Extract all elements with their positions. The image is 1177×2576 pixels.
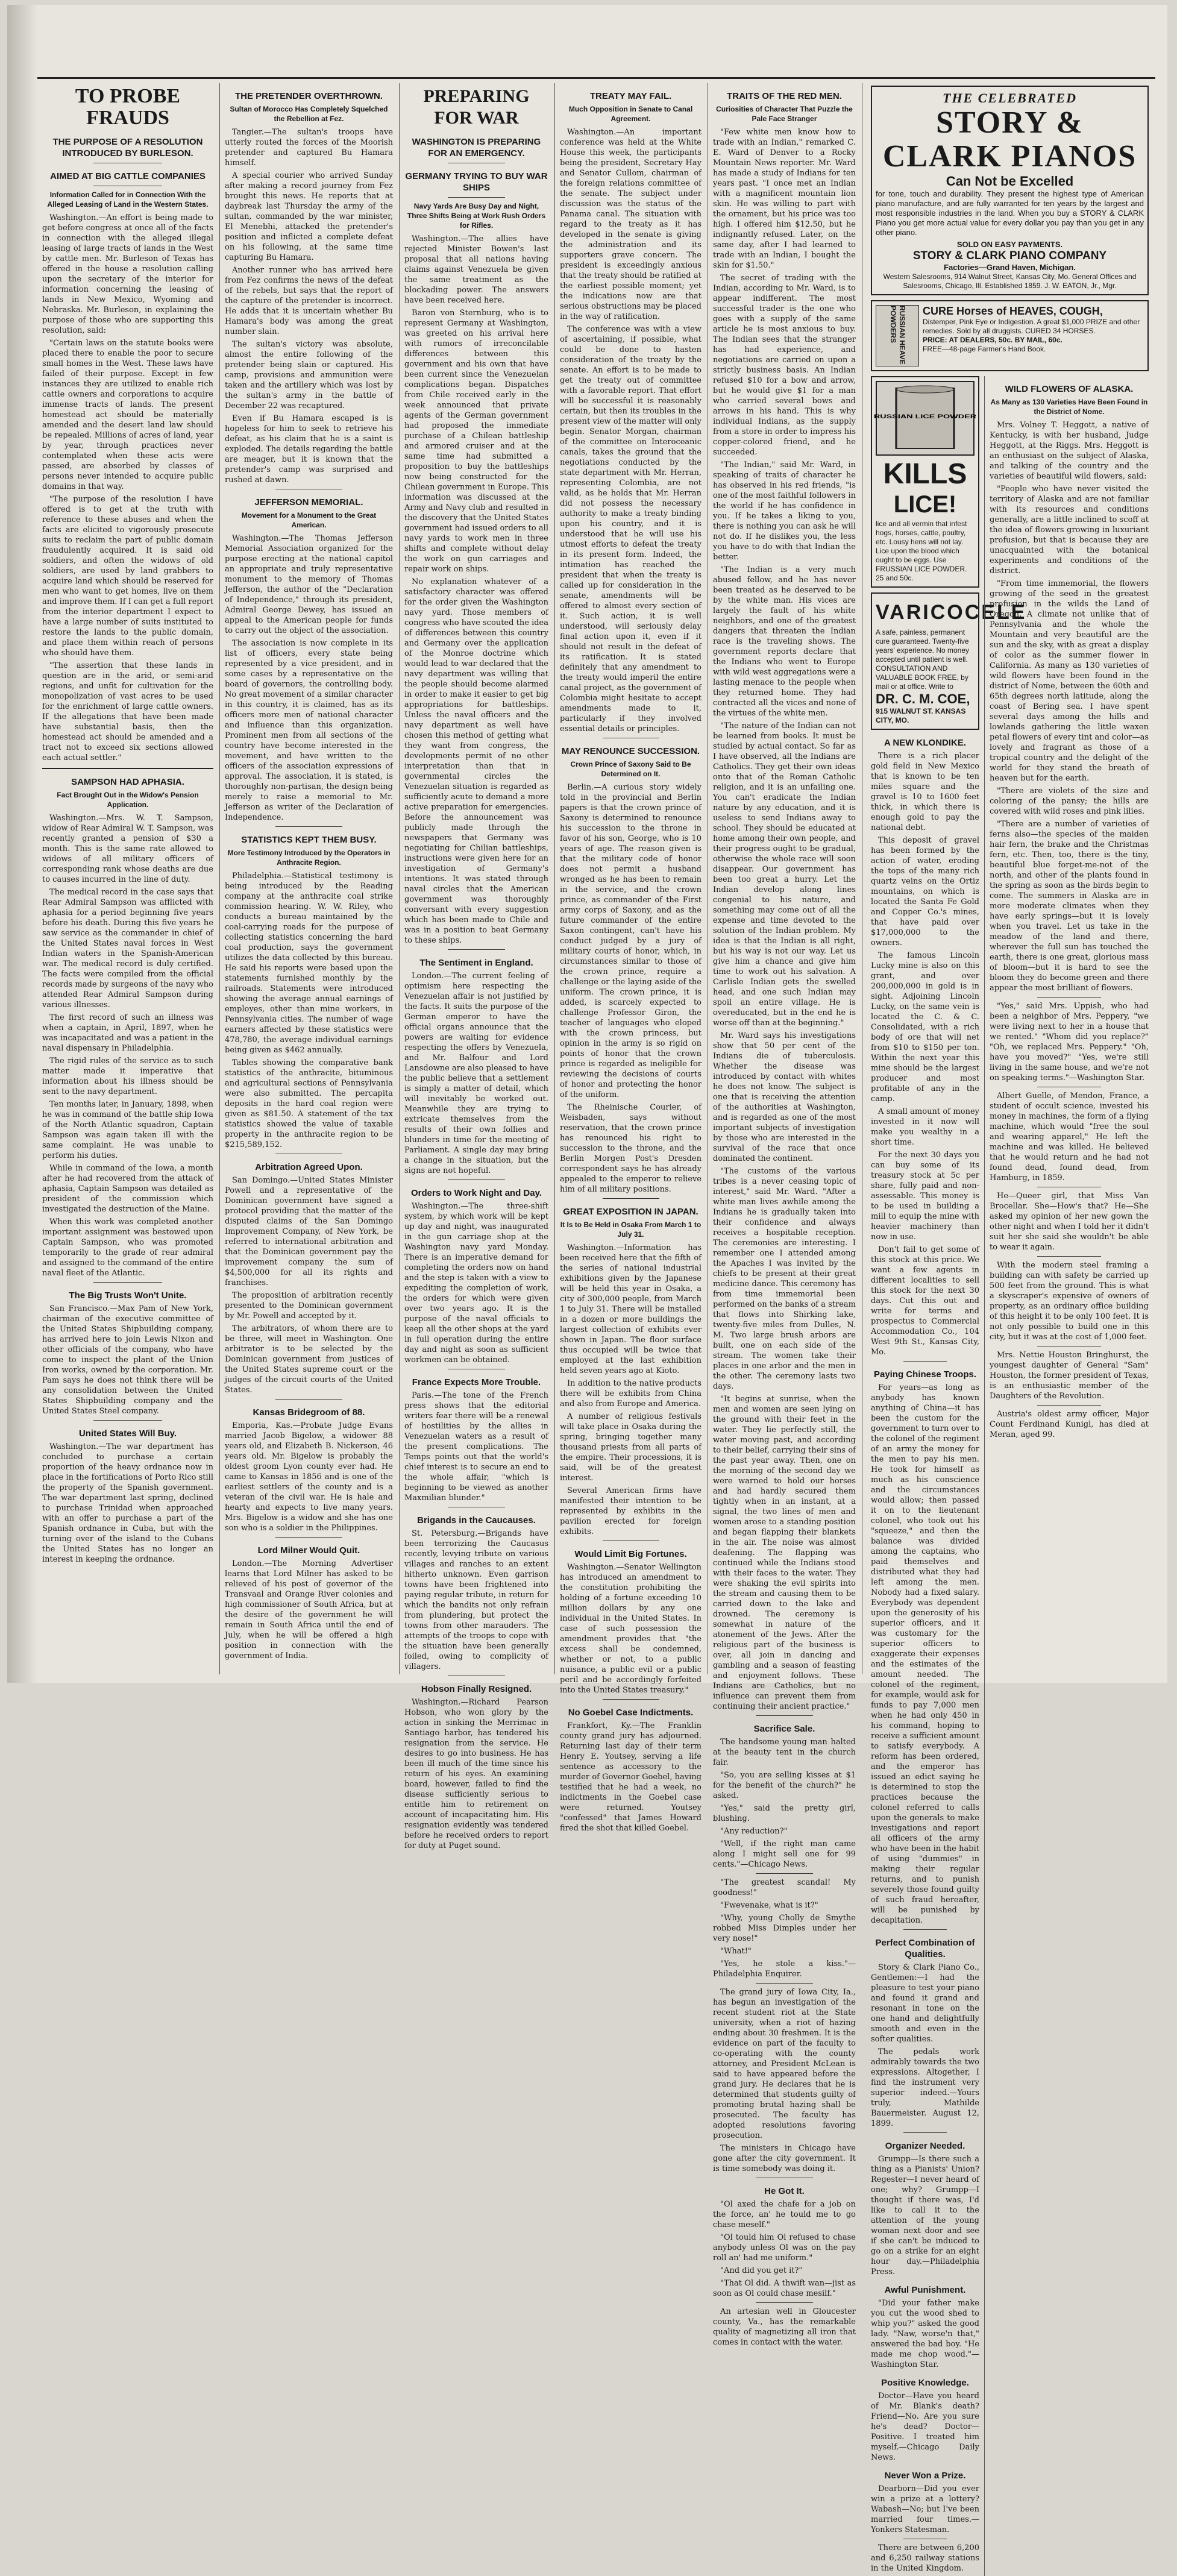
paragraph: The famous Lincoln Lucky mine is also on this grant, and over 200,000,000 in gold is in sight. Adjoining Lincoln Lucky, on the same vein is located the C. & C. Consolidated, with a rich body of ore that will net from $10 to $150 per ton. Within the next year this mine should be the largest producer and most profitable of any in the camp. (871, 951, 979, 1104)
headline-treaty-may-fail: TREATY MAY FAIL. (589, 91, 672, 101)
paragraph: Doctor—Have you heard of Mr. Blank's death? Friend—No. Are you sure he's dead? Doctor—Positive. I treated him myself.—Chicago Daily News. (871, 2392, 979, 2462)
paragraph: The sultan's victory was absolute, almost the entire following of the pretender being slain or captured. His camp, provisions and ammunition were taken and the artillery which was lost by the sultan's army in the battle of December 22 was recaptured. (225, 340, 393, 410)
headline-new-klondike: A NEW KLONDIKE. (884, 738, 967, 748)
paragraph: "Yes," said Mrs. Uppish, who had been a neighbor of Mrs. Peppery, "we were living next to her in a house that we rented." "Whom did you replace?" "Oh, we replaced Mrs. Peppery." "Oh, have you moved?" "Yes, we're still living in the same house, and we're not on speaking terms."—Washington Star. (990, 1002, 1149, 1082)
paragraph: This deposit of gravel has been formed by the action of water, eroding the tops of the many rich quartz veins on the Ortiz mountains, on which is located the Santa Fe Gold and Copper Co.'s mines, that have paid over $17,000,000 to the owners. (871, 836, 979, 947)
paragraph: St. Petersburg.—Brigands have been terrorizing the Caucasus recently, levying tribute on various villages and ranches to an extent hitherto unknown. Even garrison towns have been frightened into paying regular tribute, in return for which the bandits not only refrain from plundering, but protect the towns from other marauders. The attempts of the troops to cope with the situation have been generally foiled, owing to complicity of villagers. (404, 1529, 548, 1671)
page-fold-shadow (7, 5, 37, 1683)
paragraph: For the next 30 days you can buy some of its treasury stock at 5c per share, fully paid and non-assessable. This money is to be used in building a mill to equip the mine with heavier machinery than now in use. (871, 1151, 979, 1242)
headline-chinese-troops: Paying Chinese Troops. (873, 1369, 977, 1380)
paragraph: "The assertion that these lands in question are in the arid, or semi-arid regions, and unfit for cultivation for the monopolization of vast acres to be used for the enrichment of large cattle owners. If the allegations that have been made have substantial basis, then the homestead act should be amended and a tract not to exceed six sections allowed each actual settler." (42, 661, 213, 762)
paragraph: Washington.—The allies have rejected Minister Bowen's last proposal that all nations having claims against Venezuela be given the same treatment as the blockading power. The answers have been received here. (404, 234, 548, 305)
paragraph: "Certain laws on the statute books were placed there to enable the poor to secure small homes in the West. These laws have failed of their purpose. Except in few instances they are utilized to enable rich cattle owners and corporations to acquire immense tracts of lands. The present homestead act should be materially amended and the desert land law should be repealed. Millions of acres of land, year by year, through practices never contemplated when these acts were passed, are absorbed by classes of persons never intended to acquire public domains in that way. (42, 339, 213, 491)
deck: Much Opposition in Senate to Canal Agreement. (568, 105, 693, 123)
paragraph: The ministers in Chicago have gone after the city government. It is time somebody was doing it. (713, 2144, 856, 2173)
paragraph: The proposition of arbitration recently presented to the Dominican government by Mr. Powell and accepted by it. (225, 1291, 393, 1321)
paragraph: Even if Bu Hamara escaped is is hopeless for him to seek to retrieve his defeat, as his claim that he is a saint is exploded. The details regarding the battle are meager, but it is known that the pretender's camp was surprised and rushed at dawn. (225, 414, 393, 485)
paragraph: Berlin.—A curious story widely told in the provincial and Berlin papers is that the crown prince of Saxony is determined to renounce his succession to the throne in favor of his son, George, who is 10 years of age. The reason given is that the military code of honor does not permit a husband wronged as he has been to remain in the service, and the crown prince, as commander of the First army corps of Saxony, and as the future commander of the entire Saxon contingent, can't have his conduct judged by a jury of military courts of honor, which, in circumstances similar to those of the crown prince, require a challenge or the laying aside of the uniform. The crown prince, it is added, is scarcely expected to challenge Professor Giron, the teacher of languages who eloped with the crown princess, but opinion in the army is so rigid on points of honor that the crown prince is regarded as ineligible for reviewing the decisions of courts of honor and protecting the honor of the uniform. (560, 783, 701, 1099)
paragraph: The rigid rules of the service as to such matter made it imperative that information about his illness should be sent to the navy department. (42, 1057, 213, 1096)
paragraph: Baron von Sternburg, who is to represent Germany at Washington, was greeted on his arrival here with rumors of irreconcilable differences between this government and his own that have been current since the Venezuelan complications began. Dispatches from Chile received early in the week announced that private agents of the German government had proposed the immediate purchase of a Chilean battleship and armored cruiser and at the same time had submitted a proposition to buy the battleships now being constructed for the Chilean government in Europe. This information was discussed at the Army and Navy club and resulted in the discovery that the United States government had issued orders to all navy yards to work men in three shifts and complete without delay the work on gun carriages and repair work on ships. (404, 309, 548, 574)
ad-heaves-price: PRICE: AT DEALERS, 50c. BY MAIL, 60c. (923, 336, 1062, 344)
divider (93, 1282, 162, 1283)
paragraph: Tangier.—The sultan's troops have utterly routed the forces of the Moorish pretender and captured Bu Hamara himself. (225, 128, 393, 168)
paragraph: "So, you are selling kisses at $1 for the benefit of the church?" he asked. (713, 1771, 856, 1800)
ad-doctor-name: DR. C. M. COE, (876, 691, 970, 706)
ad-lice-title: LICE! (893, 491, 957, 518)
divider (756, 1983, 813, 1984)
paragraph: The pedals work admirably towards the two expressions. Altogether, I find the instrument very superior indeed.—Yours truly, Mathilde Bauermeister. August 12, 1899. (871, 2047, 979, 2128)
paragraph: A small amount of money invested in it now will make you wealthy in a short time. (871, 1107, 979, 1147)
paragraph: San Domingo.—United States Minister Powell and a representative of the Dominican government have signed a protocol providing that the matter of the disputed claims of the San Domingo Improvement Company, of New York, be referred to international arbitration and that the Dominican government pay the improvement company the sum of $4,500,000 for all its rights and franchises. (225, 1176, 393, 1287)
column-4 (554, 83, 706, 1833)
lice-box-label: RUSSIAN LICE POWDER (873, 413, 977, 420)
subhead: GERMANY TRYING TO BUY WAR SHIPS (405, 171, 548, 193)
paragraph: There are between 6,200 and 6,250 railway stations in the United Kingdom. (871, 2543, 979, 2573)
divider (756, 1873, 813, 1874)
paragraph: No explanation whatever of a satisfactory character was offered for the order given the Washington navy yard. Those members of congress who have scouted the idea of differences between this country and Germany over the application of the Monroe doctrine which would lead to war declared that the navy department was willing that the people should become alarmed in order to make it easier to get big appropriations for battleships. Unless the naval officers and the navy department as well have chosen this method of getting what they want from congress, the developments permit of no other interpretation than that in governmental circles the Venezuelan situation is regarded as sufficiently acute to demand a more active preparation for emergencies. Before the announcement was publicly made through the newspapers that Germany was negotiating for Chilian battleships, instructions were given here for an investigation of Germany's intentions. It was stated through naval circles that the American government was thoroughly conversant with every suggestion which has been made to Chile and was in a position to beat Germany to these ships. (404, 577, 548, 945)
subhead: AIMED AT BIG CATTLE COMPANIES (50, 171, 206, 181)
headline-positive-knowledge: Positive Knowledge. (881, 2378, 969, 2388)
deck: As Many as 130 Varieties Have Been Found in the District of Nome. (990, 398, 1148, 416)
deck: More Testimony Introduced by the Operators in Anthracite Region. (227, 849, 391, 867)
paragraph: Washington.—The three-shift system, by which work will be kept up day and night, was inaugurated in the gun carriage shop at the Washington navy yard Monday. There is an imperative demand for completing the orders now on hand and the step is taken with a view to expediting the completion of work, the orders for which were given over two years ago. It is the purpose of the naval officials to keep all the other shops at the yard in full operation during the entire day and night as soon as sufficient workmen can be obtained. (404, 1202, 548, 1365)
ad-company: STORY & CLARK PIANO COMPANY (912, 250, 1107, 262)
headline-organizer-needed: Organizer Needed. (885, 2141, 965, 2151)
ad-body: for tone, touch and durability. They present the highest type of American piano manufacture, and are fully warranted for ten years by the largest and most responsible industries in the land. When you buy a STORY & CLARK Piano you get more actual value for every dollar you pay than you get in any other piano. (876, 189, 1144, 237)
paragraph: "Ol axed the chafe for a job on the force, an' he tould me to go chase meself." (713, 2200, 856, 2229)
paragraph: Don't fail to get some of this stock at this price. We want a few agents in different localities to sell this stock for the next 30 days. Cut this out and write for terms and prospectus to Commercial Accommodation Co., 104 West 9th St., Kansas City, Mo. (871, 1245, 979, 1357)
paragraph: The secret of trading with the Indian, according to Mr. Ward, is to appear indifferent. The most successful trader is the one who goes with a supply of the same article he is most anxious to buy. The Indian sees that the stranger has had experience, and negotiations are carried on upon a strictly business basis. An Indian refused $10 for a bow and arrow, but he would give $1 for a man who carried several bows and arrows in his hand. This is why individual Indians, as the supply from a store in order to impress his copper-colored friend, and he succeeded. (713, 274, 856, 457)
paragraph: He—Queer girl, that Miss Van Brocellar. She—How's that? He—She asked my opinion of her new gown the other night and when I told her it didn't suit her she said she wouldn't be able to wear it again. (990, 1192, 1149, 1252)
paragraph: "The nature of the Indian can not be learned from books. It must be studied by actual contact. So far as I have observed, all the Indians are Catholics. They get their own ideas onto that of the Roman Catholic religion, and it is an unfailing one. You can't eradicate the Indian nature by any education, and it is useless to send Indians away to school. They should be educated at home among their own people, and their progress ought to be gradual, otherwise the whole race will soon disappear. Our government has been too great a hurry. Let the Indian develop along lines congenial to his nature, and something may come out of all the expense and time devoted to the solution of the Indian problem. My idea is that the Indian is all right, but his way is not our way. Let us give him a chance and give him time to work out his salvation. A Carlisle Indian gets the swelled head, and one such Indian may spoil an entire village. He is overeducated, but in the end he is worse off than at the beginning." (713, 721, 856, 1028)
headline-awful-punishment: Awful Punishment. (884, 2285, 966, 2295)
divider (1037, 1256, 1101, 1257)
deck: Movement for a Monument to the Great American. (241, 511, 377, 529)
paragraph: Philadelphia.—Statistical testimony is being introduced by the Reading company at the anthracite coal strike commission hearing. W. W. Riley, who conducts a bureau maintained by the coal-carrying roads for the purpose of collecting statistics concerning the hard coal production, says the government utilizes the data collected by this bureau. He said his reports were based upon the statements furnished monthly by the railroads. Statements were introduced showing the average annual earnings of employes, other than mine workers, in Pennsylvania cities. The number of wage earners affected by these statistics were 478,780, the average individual earnings being given as $462 annually. (225, 872, 393, 1055)
powder-box-label: RUSSIAN HEAVE POWDERS (889, 306, 906, 365)
divider (756, 2302, 813, 2303)
headline-big-trusts: The Big Trusts Won't Unite. (69, 1290, 187, 1301)
ad-easy-payments: SOLD ON EASY PAYMENTS. (956, 240, 1063, 249)
paragraph: Mr. Ward says his investigations show that 50 per cent of the Indians die of tuberculosis. Whether the disease was introduced by contact with whites he does not know. The subject is one that is receiving the attention of the authorities at Washington, and is regarded as one of the most important subjects of investigation by those who are interested in the survival of the race that once dominated the continent. (713, 1031, 856, 1163)
headline-sentiment-england: The Sentiment in England. (419, 958, 533, 968)
paragraph: "The Indian is a very much abused fellow, and he has never been treated as he deserved to be by the white man. His vices are largely the fault of his white neighbors, and one of the greatest dangers that threaten the Indian race is the traveling shows. The government reports declare that the Indians who went to Europe with wild west aggregations were a lasting menace to the people when they returned home. They had contracted all the vices and none of the virtues of the white men. (713, 565, 856, 718)
paragraph: "The purpose of the resolution I have offered is to get at the truth with reference to these abuses and when the facts are elicited to vigorously prosecute suits to reclaim the part of public domain fraudulently acquired. It is said old soldiers, and often the widows of old soldiers, are used by land grabbers to acquire land which should be reserved for men who want to get homes, live on them and improve them. If I can get a full report from the interior department I expect to have a large number of suits instituted to restore the lands to the public domain, and place them within reach of persons who should have them. (42, 495, 213, 658)
paragraph: Another runner who has arrived here from Fez confirms the news of the defeat of the rebels, but says that the report of the capture of the pretender is incorrect. He adds that it is uncertain whether Bu Hamara's body was among the great number slain. (225, 266, 393, 336)
paragraph: Washington.—An effort is being made to get before congress at once all of the facts in connection with the alleged illegal leasing of large tracts of lands in the West by cattle men. Mr. Burleson of Texas has offered in the house a resolution calling upon the secretary of the interior for information concerning the leasing of lands in New Mexico, Wyoming and Nebraska. Mr. Burleson, in explaining the purpose of those who are supporting this resolution, said: (42, 213, 213, 335)
headline-kansas-bridegroom: Kansas Bridegroom of 88. (253, 1407, 365, 1418)
deck: Fact Brought Out in the Widow's Pension Application. (57, 791, 199, 809)
headline-pretender-overthrown: THE PRETENDER OVERTHROWN. (234, 91, 383, 101)
column-1 (37, 83, 218, 1674)
paragraph: An artesian well in Gloucester county, Va., has the remarkable quality of magnetizing all iron that comes in contact with the water. (713, 2307, 856, 2347)
divider (903, 2132, 947, 2133)
ad-story-clark-pianos (871, 86, 1149, 295)
ad-varicocele-title: VARICOCELE (876, 601, 1027, 624)
paragraph: Several American firms have manifested their intention to be represented by exhibits in the pavilion erected for foreign exhibits. (560, 1486, 701, 1536)
headline-arbitration: Arbitration Agreed Upon. (255, 1162, 363, 1172)
divider (903, 1361, 947, 1362)
headline-goebel: No Goebel Case Indictments. (568, 1707, 694, 1718)
paragraph: Paris.—The tone of the French press shows that the editorial writers fear there will be a renewal of hostilities by the allies in Venezuelan waters as a result of the present complications. The Temps points out that the world's chief interest is to secure an end to the whole affair, "which is beginning to be viewed as another Maxmilian blunder." (404, 1391, 548, 1503)
divider (275, 1399, 343, 1400)
headline-united-states-will-buy: United States Will Buy. (78, 1428, 177, 1439)
paragraph: The Rheinische Courier, of Weisbaden, says without reservation, that the crown prince has renounced his right to succession to the throne, and the Berlin Morgen Post's Dresden correspondent says he has already appealed to the emperor to relieve him of all military positions. (560, 1103, 701, 1194)
paragraph: The arbitrators, of whom there are to be three, will meet in Washington. One arbitrator is to be selected by the Dominican government from justices of the United States supreme court or the judges of the circuit courts of the United States. (225, 1324, 393, 1395)
headline-perfect-combination: Perfect Combination of Qualities. (875, 1938, 975, 1959)
paragraph: A number of religious festivals will take place in Osaka during the spring, bringing together many thousand priests from all parts of the empire. Their processions, it is said, will be of the greatest interest. (560, 1412, 701, 1483)
divider (275, 1537, 343, 1538)
ads-and-wildflowers (871, 376, 1149, 2576)
divider (603, 1699, 659, 1700)
paragraph: The handsome young man halted at the beauty tent in the church fair. (713, 1738, 856, 1767)
paragraph: "Ol tould him Ol refused to chase anybody unless Ol was on the pay roll an' had me uniform." (713, 2233, 856, 2263)
column-5 (708, 83, 861, 2347)
column-2 (219, 83, 398, 1674)
headline-limit-fortunes: Would Limit Big Fortunes. (574, 1549, 687, 1559)
lice-powder-box-icon (873, 381, 977, 456)
powder-box-icon (876, 305, 919, 366)
paragraph: Albert Guelle, of Mendon, France, a student of occult science, invested his money in machines, the form of a flying machine, which would "free the soul and wearing apparel," He left the machine and was killed. He believed that he would return and he had not found dead, found dead, from Hamburg, in 1859. (990, 1092, 1149, 1183)
paragraph: "Any reduction?" (720, 1827, 788, 1836)
ad-lice-body: lice and all vermin that infest hogs, horses, cattle, poultry, etc. Lousy hens will not lay. Lice upon the blood which ought to be eggs. Use FRUSSIAN LICE POWDER. 25 and 50c. (876, 520, 967, 582)
paragraph: "The greatest scandal! My goodness!" (713, 1878, 856, 1897)
paragraph: Ten months later, in January, 1898, when he was in command of the battle ship Iowa of the North Atlantic squadron, Captain Sampson was again taken ill with the same complaint. He was unable to perform his duties. (42, 1100, 213, 1160)
ad-salesrooms: Western Salesrooms, 914 Walnut Street, Kansas City, Mo. General Offices and Salesrooms, Chicago, Ill. Established 1859. J. W. EATON, Jr., Mgr. (883, 272, 1137, 290)
headline-traits-red-men: TRAITS OF THE RED MEN. (727, 91, 842, 101)
divider (275, 826, 343, 827)
divider (448, 197, 506, 198)
paragraph: "Well, if the right man came along I might sell one for 99 cents."—Chicago News. (713, 1839, 856, 1869)
newspaper-page (7, 5, 1167, 2573)
ad-title: STORY & CLARK PIANOS (882, 105, 1137, 174)
paragraph: "From time immemorial, the flowers growing of the seed in the greatest profusion in the wilds the Land of Oregon. A climate not unlike that of Pennsylvania and the whole the Mountain and very beautiful are the sun and the sky, with as great a display of color as the summer flower in California. As many as 130 varieties of wild flowers have been found in the district of Nome, between the 60th and 65th degrees north latitude, along the coast of Bering sea. I have spent several days among the hills and lowlands gathering the little waxen petal flowers of every tint and color—as lovely and fragrant as those of a tropical country and the delight of the world for they stand the breath of heaven but for the earth. (990, 579, 1149, 783)
deck: It Is to Be Held in Osaka From March 1 to July 31. (560, 1220, 701, 1239)
paragraph: A special courier who arrived Sunday after making a record journey from Fez brought this news. He reports that at daybreak last Thursday the army of the sultan, commanded by the war minister, El Menebhi, attacked the pretender's position and inflicted a complete defeat on his following, at the same time capturing Bu Hamara. (225, 171, 393, 262)
paragraph: Dearborn—Did you ever win a prize at a lottery? Wabash—No; but I've been married four times.—Yonkers Statesman. (871, 2484, 979, 2534)
paragraph: The medical record in the case says that Rear Admiral Sampson was afflicted with aphasia for a period beginning five years before his death. During this five years he saw service as the commander in chief of the United States naval forces in West Indian waters in the Spanish-American war. The medical record is duly certified. The facts were compiled from the official records made by surgeons of the navy who attended Rear Admiral Sampson during various illnesses. (42, 888, 213, 1010)
paragraph: San Francisco.—Max Pam of New York, chairman of the executive committee of the United States Shipbuilding company, has arrived here to join Lewis Nixon and other officials of the company, who have come to inspect the plant of the Union Iron works, owned by the corporation. Mr. Pam says he does not think there will be any consolidation between the United States Shipbuilding company and the United States Steel company. (42, 1304, 213, 1416)
paragraph: Story & Clark Piano Co., Gentlemen:—I had the pleasure to test your piano and found it grand and resonant in tone on the one hand and delightfully smooth and even in the softer qualities. (871, 1963, 979, 2044)
paragraph: Washington.—An important conference was held at the White House this week, the participants being the president, Secretary Hay and Senator Cullom, chairman of the foreign relations committee of the senate. The subject under discussion was the status of the Panama canal. The situation with regard to the treaty as it has developed in the senate is giving the administration and its supporters grave concern. The president is exceedingly anxious that the treaty should be ratified at the earliest possible moment; yet the indications now are that serious obstructions may be placed in the way of ratification. (560, 128, 701, 321)
paragraph: When this work was completed another important assignment was bestowed upon Captain Sampson, who was promoted temporarily to the grade of rear admiral and assigned to the command of the entire naval fleet of the Atlantic. (42, 1217, 213, 1278)
ad-kills-title: KILLS (883, 458, 967, 490)
paragraph: "Few white men know how to trade with an Indian," remarked C. E. Ward of Denver to a Rocky Mountain News reporter. Mr. Ward has made a study of Indians for ten years past. "I once met an Indian with a magnificent mountain lion skin. He was willing to part with the ornament, but his price was too high. I offered him $12.50, but he indignantly refused. Later, on the same day, after I had learned to trade with an Indian, I bought the skin for $1.50." (713, 128, 856, 270)
headline-brigands: Brigands in the Caucauses. (417, 1515, 536, 1525)
deck: Sultan of Morocco Has Completely Squelched the Rebellion at Fez. (230, 105, 388, 123)
headline-sampson: SAMPSON HAD APHASIA. (71, 777, 184, 787)
deck: Navy Yards Are Busy Day and Night, Three Shifts Being at Work Rush Orders for Rifles. (407, 202, 546, 230)
divider (93, 1420, 162, 1421)
ad-factories: Factories—Grand Haven, Michigan. (944, 263, 1076, 272)
paragraph: Washington.—The Thomas Jefferson Memorial Association organized for the purpose erecting at the national capitol an appropriate and truly representative monument to the memory of Thomas Jefferson, the author of the "Declaration of Independence," through its president, Admiral George Dewey, has issued an appeal to the American people for funds to carry out the object of the association. (225, 534, 393, 635)
ad-doctor-address: 915 WALNUT ST. KANSAS CITY, MO. (876, 707, 966, 724)
paragraph: With the modern steel framing a building can with safety be carried up 500 feet from the ground. This is what a skyscraper's expensive of owners of property, as an ordinary office building of this height it to be only 100 feet. It is not only possible to build one in this city, but it was at the cost of 1,000 feet. (990, 1261, 1149, 1342)
subhead: THE PURPOSE OF A RESOLUTION INTRODUCED BY BURLESON. (52, 137, 203, 159)
paragraph: The association is now complete in its list of officers, every state being represented by a vice president, and in some cases by a representative on the board of governors, the controlling body. No great movement of a similar character in this country, it is claimed, has as its officers more men of national character and influence than this organization. Prominent men from all sections of the country have become interested in the movement, and have written to the officers of the association expressions of approval. The association, it is stated, is thoroughly non-partisan, the design being merely to raise a memorial to Mr. Jefferson as writer of the Declaration of Independence. (225, 639, 393, 822)
headline-he-got-it: He Got It. (764, 2186, 805, 2196)
paragraph: For years—as long as anybody has known anything of China—it has been the custom for the government to turn over to the colonel of the regiment of an army the money for the men to pay his men. He took for himself as much as his conscience and the circumstances would allow; then passed it on to the lieutenant colonel, who took out his "squeeze," and then the balance was divided among the captains, who paid themselves and distributed what they had left among the men. Nobody had a fixed salary. Everybody was dependent upon the generosity of his superior officers, and it was customary for the superior officers to exaggerate their expenses and the estimates of the amount needed. The colonel of the regiment, for example, would ask for funds to pay 7,000 men when he had only 450 in his command, hoping to receive a sufficient amount to satisfy everybody. A reform has been ordered, and the emperor has issued an edict saying he is determined to stop the practices because the colonel referred to calls upon the generals to make investigations and report all officers of the army who have been in the habit of using "dummies" in making their regular returns, and to punish severely those found guilty of such fraud hereafter, will be punished by decapitation. (871, 1383, 979, 1925)
paragraph: The first record of such an illness was when a captain, in April, 1897, when he was incapacitated and was a patient in the naval dispensary in Philadelphia. (42, 1013, 213, 1053)
paragraph: Washington.—Mrs. W. T. Sampson, widow of Rear Admiral W. T. Sampson, was recently granted a pension of $30 a month. This is the same rate allowed to widows of all military officers of corresponding rank whose deaths are due to causes incurred in the line of duty. (42, 814, 213, 884)
paragraph: "Why, young Cholly de Smythe robbed Miss Dimples under her very nose!" (713, 1914, 856, 1943)
headline-hobson: Hobson Finally Resigned. (421, 1684, 532, 1694)
paragraph: "The Indian," said Mr. Ward, in speaking of traits of character he has observed in his red friends, "is one of the most faithful followers in the world if he has confidence in you. If he takes a liking to you, there is nothing you can ask he will not do. If he dislikes you, the less you have to do with that Indian the better. (713, 460, 856, 562)
divider (42, 768, 213, 769)
deck: Information Called for in Connection With the Alleged Leasing of Land in the Western States. (47, 190, 209, 209)
paragraph: Mrs. Nettie Houston Bringhurst, the youngest daughter of General "Sam" Houston, the former president of Texas, is an enthusiastic member of the Daughters of the Revolution. (990, 1351, 1149, 1401)
divider (603, 1198, 659, 1199)
paragraph: There is a rich placer gold field in New Mexico that is known to be ten miles square and the gravel is 10 to 1600 feet thick, in which there is enough gold to pay the national debt. (871, 752, 979, 832)
column-3 (399, 83, 553, 1850)
ad-tagline: Can Not be Excelled (946, 174, 1074, 189)
paragraph: London.—The Morning Advertiser learns that Lord Milner has asked to be relieved of his post of governor of the Transvaal and Orange River colonies and high commissioner of South Africa, but at the desire of the government he will remain in South Africa until the end of July, when he will be offered a high position in connection with the government of India. (225, 1559, 393, 1660)
headline-orders-night-day: Orders to Work Night and Day. (411, 1188, 542, 1198)
paragraph: "There are violets of the size and coloring of the pansy; the hills are covered with wild roses and pink lilies. (990, 787, 1149, 816)
paragraph: London.—The current feeling of optimism here respecting the Venezuelan affair is not justified by the facts. It suits the purpose of the German emperor to have the official organs announce that the powers are waiting for evidence respecting the offers by Venezuela, and Mr. Balfour and Lord Lansdowne are also pleased to have the public believe that a settlement is simply a matter of detail, which will inevitably be worked out. Meanwhile they are trying to extricate themselves from the results of their own follies and blunders in time for the meeting of Parliament. A single day may bring a change in the situation, but the signs are not hopeful. (404, 972, 548, 1175)
paragraph: "It begins at sunrise, when the men and women are seen lying on the ground with their feet in the water. They lie perfectly still, the water moving past, and according to their belief, carrying their sins of the past year away. Then, one on the morning of the second day we were warned to hold our horses and had hardly secured them tightly when in an instant, at a signal, the two lines of men and women arose to a standing position and began flapping their blankets in the air. The noise was almost deafening. The flapping was continued while the Indians stood with their faces to the water. They were shaking the evil spirits into the stream and causing them to be carried down to the lake and drowned. The ceremony is somewhat in nature of the atonement of the Jews. After the religious part of the business is over, all join in dancing and gambling and a season of feasting and enjoyment follows. These Indians are Catholics, but no influence can prevent them from continuing their ancient practice." (713, 1395, 856, 1711)
paragraph: Mrs. Volney T. Heggott, a native of Kentucky, is with her husband, Judge Heggott, at the Riggs. Mrs. Heggott is an enthusiast on the subject of Alaska, and talking of the country and the varieties of beautiful wild flowers, said: (990, 421, 1149, 481)
paragraph: The grand jury of Iowa City, Ia., has begun an investigation of the recent student riot at the State university, when a riot of hazing ending about 30 freshmen. It is the evidence on part of the faculty to co-operating with the county attorney, and President McLean is said to have appeared before the grand jury. He declares that he is determined that students guilty of promoting brutal hazing shall be prosecuted. The faculty has adopted resolutions favoring prosecution. (713, 1988, 856, 2140)
headline-preparing-for-war: PREPARING FOR WAR (423, 86, 530, 128)
headline-to-probe-frauds: TO PROBE FRAUDS (75, 85, 181, 129)
paragraph: "What!" (720, 1947, 752, 1956)
ad-heaves-title: CURE Horses of HEAVES, COUGH, (923, 305, 1103, 317)
paragraph: "There are a number of varieties of ferns also—the species of the maiden hair fern, the brake and the Christmas fern, etc. Then, too, there is the tiny, beautiful blue forget-me-not of the north, and other of the plants found in the spring as soon as the birds begin to come. The summers in Alaska are in more moderate climates when they have early springs—but it is lovely when you travel. Let us take in the meadow of the land and there, wherever the full sun has touched the earth, there is one great, glorious mass of bloom—but it is hard to see the bloom they do become green and there appear the most brilliant of flowers. (990, 820, 1149, 993)
paragraph: Washington.—The war department has concluded to purchase a certain proportion of the heavy ordnance now in place in the fortifications of Porto Rico still the property of the Spanish government. The war department last spring, declined to purchase Trinidad when approached with an offer to purchase a part of the Spanish ordnance in Cuba, but with the turning over of the island to the Cubans the United States has no longer an interest in keeping the ordnance. (42, 1442, 213, 1564)
ad-varicocele (871, 592, 1027, 730)
headline-wild-flowers-alaska: WILD FLOWERS OF ALASKA. (1005, 384, 1134, 394)
paragraph: "The customs of the various tribes is a never ceasing topic of interest," said Mr. Ward. "After a white man lives awhile among the Indians he is gradually taken into their confidence and always receives a hospitable reception. The ceremonies are interesting. I remember one I attended among the Apaches I was invited by the chiefs to be present at their great medicine dance. This ceremony has from time immemorial been performed on the banks of a stream that flows into Shirking lake, twenty-five miles from Dulles, N. M. Two large brush arbors are built, one on each side of the stream. The women take their places in one arbor and the men in the other. The ceremony lasts two days. (713, 1167, 856, 1391)
divider (903, 1929, 947, 1930)
deck: Crown Prince of Saxony Said to Be Determined on It. (570, 760, 691, 778)
ad-label: THE CELEBRATED (943, 90, 1077, 105)
paragraph: Austria's oldest army officer, Major Count Ferdinand Kunigl, has died at Meran, aged 99. (990, 1410, 1149, 1439)
headline-never-won-prize: Never Won a Prize. (884, 2471, 966, 2481)
headline-exposition-japan: GREAT EXPOSITION IN JAPAN. (563, 1207, 698, 1217)
divider (1037, 1405, 1101, 1406)
ad-heaves-cure (871, 300, 1149, 371)
column-6 (862, 83, 1157, 2573)
paragraph: "Did your father make you cut the wood shed to whip you?" asked the good lady. "Naw, worse'n that," answered the bad boy. "He made me chop wood."—Washington Star. (871, 2299, 979, 2369)
paragraph: Frankfort, Ky.—The Franklin county grand jury has adjourned. Returning last day of their term Henry E. Youtsey, serving a life sentence as accessory to the murder of Governor Goebel, having testified that he had a week, no indictments in the Goebel case were returned. Youtsey "confessed" that James Howard fired the shot that killed Goebel. (560, 1721, 701, 1833)
subhead: WASHINGTON IS PREPARING FOR AN EMERGENCY. (412, 137, 541, 159)
top-rule (37, 77, 1155, 79)
headline-jefferson-memorial: JEFFERSON MEMORIAL. (254, 497, 363, 507)
paragraph: Emporia, Kas.—Probate Judge Evans married Jacob Bigelow, a widower 88 years old, and Elizabeth B. Nickerson, 46 years old. Mr. Bigelow is probably the oldest groom Lyon county ever had. He came to Kansas in 1856 and is one of the earliest settlers of the county and is a veteran of the civil war. He is hale and hearty and expects to live many years. Mrs. Bigelow is a widow and she has one son who is a soldier in the Philippines. (225, 1421, 393, 1533)
paragraph: In addition to the native products there will be exhibits from China and also from Europe and America. (560, 1379, 701, 1409)
paragraph: Washington.—Richard Pearson Hobson, who won glory by the action in sinking the Merrimac in Santiago harbor, has tendered his resignation from the service. He desires to go into business. He has been ill much of the time since his return of his eyes. An examining board, however, failed to find the disease sufficiently serious to entitle him to retirement on account of incapacitating him. His resignation evidently was tendered before he received orders to report for duty at Puget sound. (404, 1698, 548, 1850)
deck: Curiosities of Character That Puzzle the Pale Face Stranger (716, 105, 853, 123)
paragraph: The conference was with a view of ascertaining, if possible, what could be done to hasten consideration of the treaty by the senate. An effort is to be made to get the treaty out of committee with a favorable report. That effort will be successful it is reasonably certain, but then its troubles in the present view of the matter will only begin. Senator Morgan, chairman of the committee on Interoceanic canals, takes the ground that the negotiations conducted by the state department with Mr. Herran, representing Colombia, are not valid, as he holds that Mr. Herran did not possess the necessary authority to make a treaty binding upon his country, and it is understood that he will use his utmost efforts to defeat the treaty in its present form. Indeed, the intimation has reached the president that when the treaty is called up for consideration in the senate, amendments will be offered to almost every section of it. Such action, it is well understood, will seriously delay final action upon it, even if it should not result in the defeat of its ratification. It is stated definitely that any amendment to the treaty would imperil the entire canal project, as the government of Colombia might hesitate to accept amendments made to it, particularly if they involved essential details or principles. (560, 325, 701, 734)
divider (448, 949, 506, 950)
paragraph: While in command of the Iowa, a month after he had recovered from the attack of aphasia, Captain Sampson was detailed as president of the commission which investigated the destruction of the Maine. (42, 1164, 213, 1214)
paragraph: "Fwevenake, what is it?" (720, 1901, 818, 1910)
headline-renounce-succession: MAY RENOUNCE SUCCESSION. (561, 746, 700, 756)
ad-heaves-book: FREE—48-page Farmer's Hand Book. (923, 345, 1046, 353)
paragraph: "People who have never visited the territory of Alaska and are not familiar with its resources and conditions generally, are a little inclined to scoff at the idea of flowers growing in luxuriant profusion, but that is because they are unacquainted with the botanical experiments and conditions of the district. (990, 485, 1149, 576)
divider (756, 1715, 813, 1716)
ad-varicocele-body: A safe, painless, permanent cure guaranteed. Twenty-five years' experience. No money accepted until patient is well. CONSULTATION AND VALUABLE BOOK FREE, by mail or at office. Write to (876, 628, 970, 691)
paragraph: Grumpp—Is there such a thing as a Pianists' Union? Regester—I never heard of one; why? Grumpp—I thought if there was, I'd like to call it to the attention of the young woman next door and see if she can't be induced to go on a strike for an eight hour day.—Philadelphia Press. (871, 2155, 979, 2276)
headline-statistics: STATISTICS KEPT THEM BUSY. (241, 835, 377, 845)
paragraph: "That Ol did. A thwift wan—jist as soon as Ol could chase mesilf." (713, 2279, 856, 2298)
headline-lord-milner: Lord Milner Would Quit. (257, 1545, 360, 1556)
ad-heaves-body: Distemper, Pink Eye or Indigestion. A great $1,000 PRIZE and other remedies. Sold by all druggists. CURED 34 HORSES. (923, 318, 1140, 335)
ad-kills-lice (871, 376, 979, 588)
headline-sacrifice-sale: Sacrifice Sale. (753, 1724, 815, 1734)
paragraph: Tables showing the comparative bank statistics of the anthracite, bituminous and agricultural sections of Pennsylvania were also submitted. The percapita deposits in the hard coal region were given as $81.50. A statement of the tax statistics showed the value of taxable property in the anthracite region to be $215,589,152. (225, 1058, 393, 1149)
paragraph: "Yes," said the pretty girl, blushing. (713, 1804, 856, 1823)
paragraph: Washington.—Information has been received here that the fifth of the series of national industrial exhibitions given by the Japanese will be held this year in Osaka, a city of 300,000 people, from March 1 to July 31. There will be installed in a dozen or more buildings the largest collection of exhibits ever shown in Japan. The floor surface thus occupied will be twice that employed at the last exhibition held seven years ago at Kioto. (560, 1243, 701, 1375)
paragraph: "And did you get it?" (720, 2266, 803, 2275)
headline-france-expects: France Expects More Trouble. (412, 1377, 541, 1387)
paragraph: Washington.—Senator Wellington has introduced an amendment to the constitution prohibiting the holding of a fortune exceeding 10 million dollars by any one individual in the United States. In case of such possession the amendment provides that "the excess shall be condemned, whether or not, to a public nuisance, a public evil or a public peril and be accordingly forfeited into the United States treasury." (560, 1563, 701, 1695)
paragraph: "Yes, he stole a kiss."—Philadelphia Enquirer. (713, 1959, 856, 1979)
